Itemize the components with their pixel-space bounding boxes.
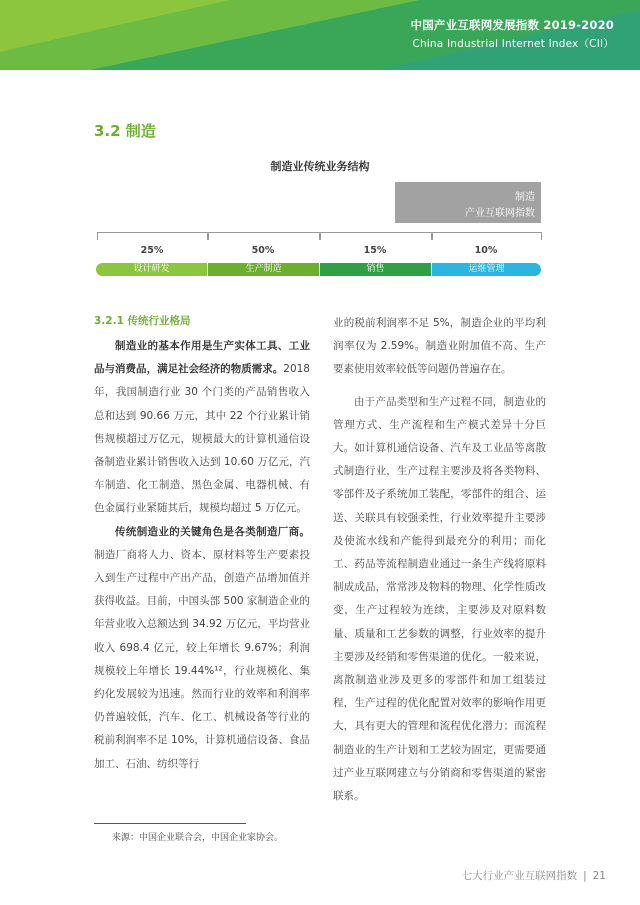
stage-bracket xyxy=(208,232,320,240)
paragraph: 业的税前利润率不足 5%，制造企业的平均利润率仅为 2.59%。制造业附加值不高、生产要素使用效率较低等问题仍普遍存在。 xyxy=(333,317,546,376)
footer-text: 七大行业产业互联网指数 xyxy=(461,870,578,882)
subsection-title: 3.2.1 传统行业格局 xyxy=(94,315,191,327)
chart-title: 制造业传统业务结构 xyxy=(270,160,370,173)
header-background xyxy=(0,0,640,70)
paragraph-body: 制造厂商将人力、资本、原材料等生产要素投入到生产过程中产出产品，创造产品增加值并获得收益。目前，中国头部 500 家制造企业的年营业收入总额达到 34.92 万亿元，平均营业收入 698.4 亿元，较上年增长 9.67%；利润规模较上年增长 19.44%¹²，行业规模化、集约化发展较为迅速。然而行业的效率和利润率仍普遍较低，汽车、化工、机械设备等行业的税前利润率不足 10%，计算机通信设备、食品加工、石油、纺织等行 xyxy=(94,548,310,770)
chart-box-line1: 制造 xyxy=(515,192,535,203)
stage-bar-production: 生产制造 xyxy=(208,263,319,276)
stage-pct: 25% xyxy=(140,245,164,256)
header-band xyxy=(0,0,640,70)
page-number: 21 xyxy=(592,870,606,882)
left-column xyxy=(94,335,310,776)
chart-box-line2: 产业互联网指数 xyxy=(465,208,535,219)
paragraph-lead: 制造业的基本作用是生产实体工具、工业品与消费品，满足社会经济的物质需求。 xyxy=(94,340,310,376)
footnote-divider xyxy=(94,823,246,824)
stage-bracket xyxy=(320,232,432,240)
right-column xyxy=(333,312,546,808)
paragraph xyxy=(94,521,310,776)
stage-bracket xyxy=(432,232,542,240)
paragraph: 由于产品类型和生产过程不同，制造业的管理方式、生产流程和生产模式差异十分巨大。如计算机通信设备、汽车及工业品等离散式制造行业，生产过程主要涉及将各类物料、零部件及子系统加工装配，零部件的组合、运送、关联具有较强柔性，行业效率提升主要涉及使流水线和产能得到最充分的利用；而化工、药品等流程制造业通过一条生产线将原料制成成品，常常涉及物料的物理、化学性质改变，生产过程较为连续，主要涉及对原料数量、质量和工艺参数的调整，行业效率的提升主要涉及经销和零售渠道的优化。一般来说，离散制造业涉及更多的零部件和加工组装过程，生产过程的优化配置对效率的影响作用更大，具有更大的管理和流程优化潜力；而流程制造业的生产计划和工艺较为固定，更需要通过产业互联网建立与分销商和零售渠道的紧密联系。 xyxy=(333,395,546,803)
paragraph-body: 2018 年，我国制造行业 30 个门类的产品销售收入总和达到 90.66 万元，其中 22 个行业累计销售规模超过万亿元，规模最大的计算机通信设备制造业累计销售收入达到 10.60 万亿元，汽车制造、化工制造、黑色金属、电器机械、有色金属行业紧随其后，规模均超过 5 万亿元。 xyxy=(94,363,310,515)
chart-index-box xyxy=(395,182,541,223)
stage-bracket xyxy=(97,232,208,240)
stage-pct: 15% xyxy=(363,245,387,256)
paragraph-lead: 传统制造业的关键角色是各类制造厂商。 xyxy=(115,525,310,538)
stage-bar-sales: 销售 xyxy=(320,263,431,276)
stage-pct: 10% xyxy=(474,245,498,256)
header-title-cn: 中国产业互联网发展指数 2019-2020 xyxy=(410,18,614,32)
stage-bar-design: 设计研发 xyxy=(96,263,207,276)
footer-separator: | xyxy=(583,870,587,882)
section-title: 3.2 制造 xyxy=(94,122,156,140)
page-footer xyxy=(462,868,606,883)
stage-bar-ops: 运维管理 xyxy=(432,263,541,276)
paragraph xyxy=(94,335,310,521)
stage-pct: 50% xyxy=(251,245,275,256)
header-title-en: China Industrial Internet Index（CII） xyxy=(412,38,614,50)
footnote: 来源：中国企业联合会，中国企业家协会。 xyxy=(112,833,284,843)
